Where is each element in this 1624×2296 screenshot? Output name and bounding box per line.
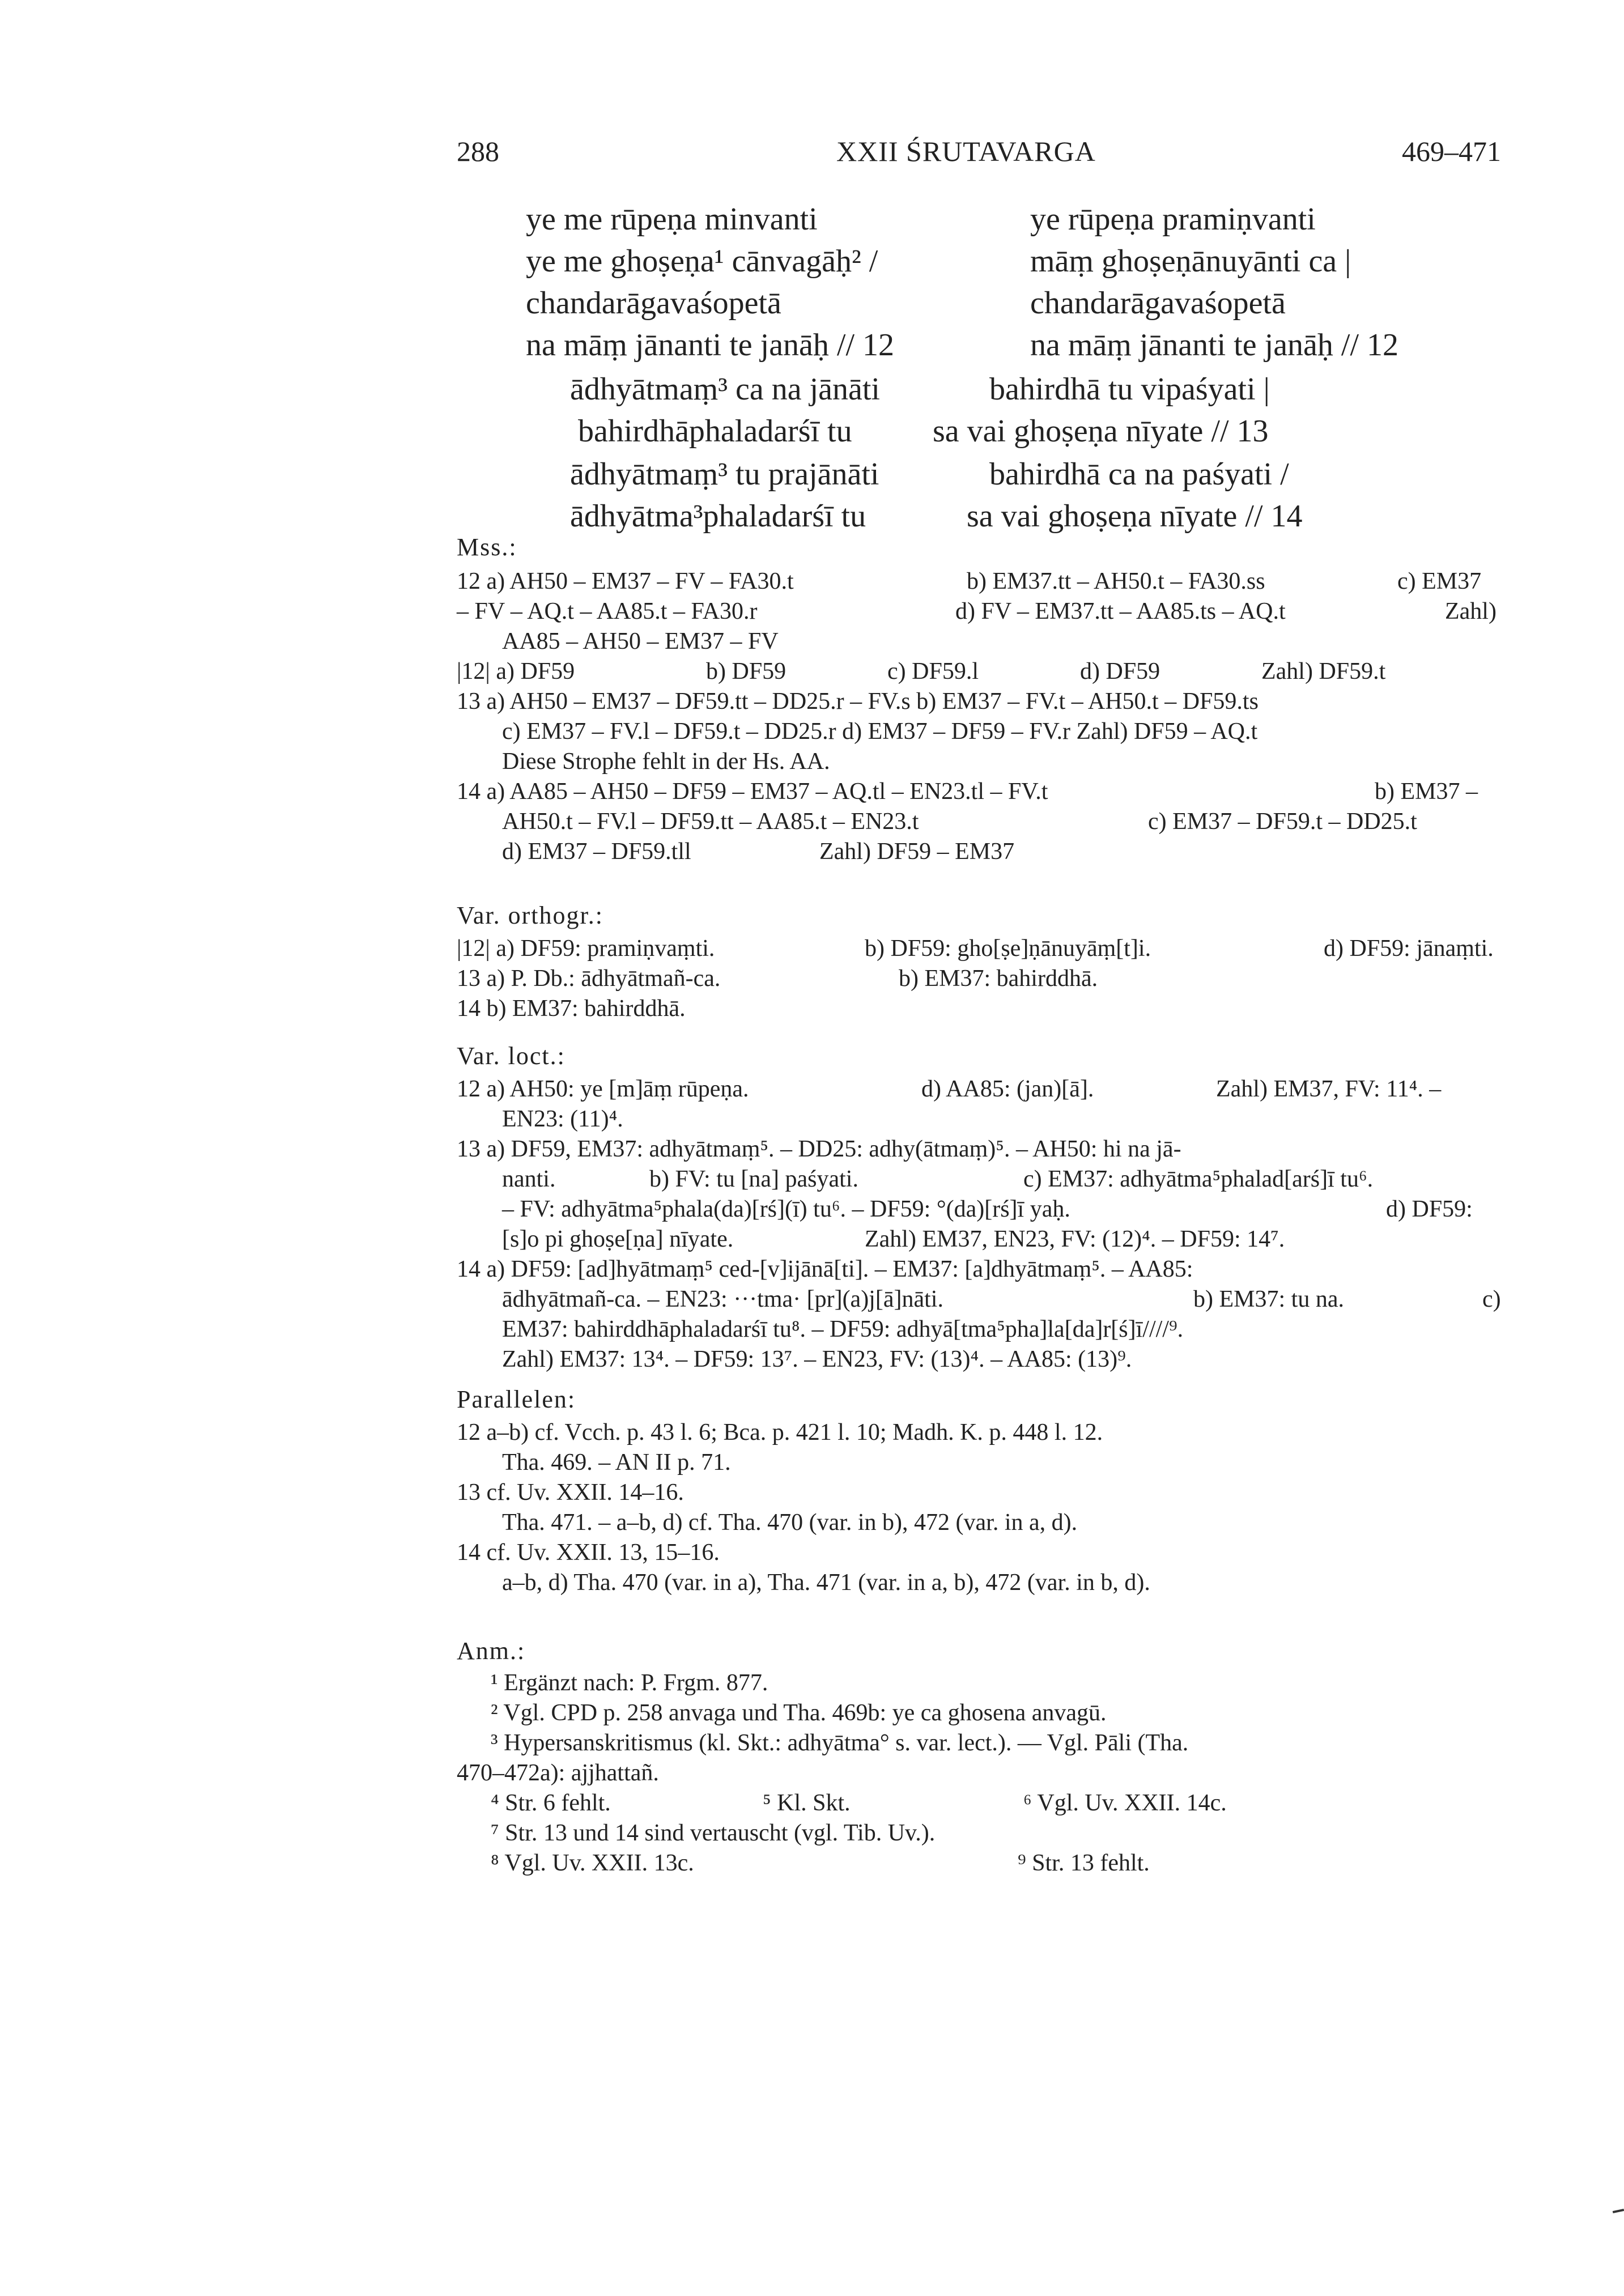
- parallel-line: a–b, d) Tha. 470 (var. in a), Tha. 471 (var. in a, b), 472 (var. in b, d).: [502, 1570, 1150, 1596]
- mss-line: Zahl): [1445, 598, 1497, 624]
- verse-line: ye me rūpeṇa minvanti: [526, 202, 818, 237]
- verse-line: sa vai ghoṣeṇa nīyate // 14: [967, 499, 1303, 534]
- loct-line: EM37: bahirddhāphaladarśī tu⁸. – DF59: adhyā[tma⁵pha]la[da]r[ś]ī////⁹.: [502, 1316, 1184, 1342]
- parallel-line: Tha. 469. – AN II p. 71.: [502, 1449, 731, 1476]
- scan-mark: [1613, 2209, 1624, 2213]
- loct-line: [s]o pi ghoṣe[ṇa] nīyate.: [502, 1226, 734, 1252]
- parallel-line: 12 a–b) cf. Vcch. p. 43 l. 6; Bca. p. 421 l. 10; Madh. K. p. 448 l. 12.: [457, 1419, 1103, 1445]
- mss-line: Zahl) DF59 – EM37: [819, 839, 1015, 865]
- mss-line: c) DF59.l: [887, 658, 979, 684]
- loct-line: 12 a) AH50: ye [m]āṃ rūpeṇa.: [457, 1076, 749, 1102]
- parallel-line: Tha. 471. – a–b, d) cf. Tha. 470 (var. in b), 472 (var. in a, d).: [502, 1510, 1078, 1536]
- loct-line: nanti.: [502, 1166, 556, 1192]
- loct-heading: Var. loct.:: [457, 1042, 566, 1070]
- mss-line: d) EM37 – DF59.tll: [502, 839, 691, 865]
- orthogr-line: d) DF59: jānaṃti.: [1324, 936, 1494, 962]
- verse-line: na māṃ jānanti te janāḥ // 12: [526, 328, 895, 363]
- loct-line: Zahl) EM37: 13⁴. – DF59: 13⁷. – EN23, FV: (13)⁴. – AA85: (13)⁹.: [502, 1346, 1132, 1372]
- verse-line: chandarāgavaśopetā: [1030, 286, 1286, 321]
- mss-line: b) EM37.tt – AH50.t – FA30.ss: [967, 568, 1265, 594]
- loct-line: 14 a) DF59: [ad]hyātmaṃ⁵ ced-[v]ijānā[ti]. – EM37: [a]dhyātmaṃ⁵. – AA85:: [457, 1256, 1193, 1282]
- note-line: ⁹ Str. 13 fehlt.: [1018, 1850, 1150, 1876]
- mss-line: Zahl) DF59.t: [1261, 658, 1386, 684]
- verse-line: ye me ghoṣeṇa¹ cānvagāḥ² /: [526, 244, 878, 279]
- mss-line: b) EM37 –: [1375, 779, 1478, 805]
- loct-line: b) FV: tu [na] paśyati.: [649, 1166, 858, 1192]
- verse-line: bahirdhā tu vipaśyati |: [989, 372, 1270, 407]
- verse-range: 469–471: [1402, 135, 1501, 167]
- orthogr-line: |12| a) DF59: pramiṇvaṃti.: [457, 936, 715, 962]
- mss-line: 14 a) AA85 – AH50 – DF59 – EM37 – AQ.tl – EN23.tl – FV.t: [457, 779, 1048, 805]
- verse-line: ādhyātmaṃ³ ca na jānāti: [570, 372, 880, 407]
- orthogr-line: b) EM37: bahirddhā.: [899, 966, 1098, 992]
- loct-section: [457, 1074, 1516, 1375]
- verse-line: ye rūpeṇa pramiṇvanti: [1030, 202, 1316, 237]
- orthogr-line: 13 a) P. Db.: ādhyātmañ-ca.: [457, 966, 721, 992]
- page-number: 288: [457, 135, 499, 167]
- verse-line: na māṃ jānanti te janāḥ // 12: [1030, 328, 1399, 363]
- verse-line: māṃ ghoṣeṇānuyānti ca |: [1030, 244, 1351, 279]
- mss-line: d) FV – EM37.tt – AA85.ts – AQ.t: [955, 598, 1286, 624]
- loct-line: b) EM37: tu na.: [1193, 1286, 1344, 1312]
- verse-line: ādhyātma³phaladarśī tu: [570, 499, 866, 534]
- mss-line: b) DF59: [706, 658, 787, 684]
- mss-line: AH50.t – FV.l – DF59.tt – AA85.t – EN23.t: [502, 809, 919, 835]
- loct-line: 13 a) DF59, EM37: adhyātmaṃ⁵. – DD25: adhy(ātmaṃ)⁵. – AH50: hi na jā-: [457, 1136, 1181, 1162]
- orthogr-line: b) DF59: gho[ṣe]ṇānuyāṃ[t]i.: [865, 936, 1151, 962]
- note-line: ⁴ Str. 6 fehlt.: [491, 1790, 611, 1816]
- orthogr-line: 14 b) EM37: bahirddhā.: [457, 996, 686, 1022]
- mss-section: [457, 567, 1516, 867]
- anm-heading: Anm.:: [457, 1637, 526, 1665]
- loct-line: d) DF59:: [1386, 1196, 1473, 1222]
- loct-line: – FV: adhyātma⁵phala(da)[rś](ī) tu⁶. – DF59: °(da)[rś]ī yaḥ.: [502, 1196, 1070, 1222]
- loct-line: Zahl) EM37, EN23, FV: (12)⁴. – DF59: 14⁷.: [865, 1226, 1285, 1252]
- note-line: ³ Hypersanskritismus (kl. Skt.: adhyātma° s. var. lect.). — Vgl. Pāli (Tha.: [491, 1730, 1189, 1756]
- mss-line: c) EM37 – DF59.t – DD25.t: [1148, 809, 1417, 835]
- loct-line: d) AA85: (jan)[ā].: [921, 1076, 1094, 1102]
- loct-line: EN23: (11)⁴.: [502, 1106, 623, 1132]
- loct-line: ādhyātmañ-ca. – EN23: ···tma· [pr](a)j[ā]nāti.: [502, 1286, 943, 1312]
- note-line: ⁵ Kl. Skt.: [763, 1790, 851, 1816]
- mss-line: c) EM37: [1397, 568, 1482, 594]
- note-line: ¹ Ergänzt nach: P. Frgm. 877.: [491, 1670, 768, 1696]
- mss-line: – FV – AQ.t – AA85.t – FA30.r: [457, 598, 758, 624]
- mss-line: d) DF59: [1080, 658, 1160, 684]
- mss-line: 13 a) AH50 – EM37 – DF59.tt – DD25.r – FV.s b) EM37 – FV.t – AH50.t – DF59.ts: [457, 688, 1259, 715]
- loct-line: c) EM37: adhyātma⁵phalad[arś]ī tu⁶.: [1023, 1166, 1374, 1192]
- mss-heading: Mss.:: [457, 533, 517, 561]
- note-line: ² Vgl. CPD p. 258 anvaga und Tha. 469b: ye ca ghosena anvagū.: [491, 1700, 1107, 1726]
- orthogr-section: [457, 934, 1516, 1024]
- mss-line: c) EM37 – FV.l – DF59.t – DD25.r d) EM37 – DF59 – FV.r Zahl) DF59 – AQ.t: [502, 718, 1258, 745]
- mss-line: 12 a) AH50 – EM37 – FV – FA30.t: [457, 568, 794, 594]
- anm-section: [457, 1668, 1516, 1878]
- verse-line: ādhyātmaṃ³ tu prajānāti: [570, 457, 879, 492]
- chapter-title: XXII ŚRUTAVARGA: [836, 135, 1096, 167]
- mss-line: Diese Strophe fehlt in der Hs. AA.: [502, 749, 830, 775]
- mss-line: AA85 – AH50 – EM37 – FV: [502, 628, 779, 654]
- verse-line: sa vai ghoṣeṇa nīyate // 13: [933, 414, 1269, 449]
- note-line: 470–472a): ajjhattañ.: [457, 1760, 659, 1786]
- verse-line: chandarāgavaśopetā: [526, 286, 781, 321]
- loct-line: c): [1482, 1286, 1501, 1312]
- loct-line: Zahl) EM37, FV: 11⁴. –: [1216, 1076, 1442, 1102]
- parallelen-section: [457, 1418, 1516, 1598]
- verse-line: bahirdhā ca na paśyati /: [989, 457, 1289, 492]
- note-line: ⁷ Str. 13 und 14 sind vertauscht (vgl. Tib. Uv.).: [491, 1820, 936, 1846]
- note-line: ⁸ Vgl. Uv. XXII. 13c.: [491, 1850, 694, 1876]
- mss-line: |12| a) DF59: [457, 658, 575, 684]
- parallel-line: 14 cf. Uv. XXII. 13, 15–16.: [457, 1540, 720, 1566]
- verse-line: bahirdhāphaladarśī tu: [578, 414, 852, 449]
- parallel-line: 13 cf. Uv. XXII. 14–16.: [457, 1479, 684, 1506]
- note-line: ⁶ Vgl. Uv. XXII. 14c.: [1023, 1790, 1227, 1816]
- orthogr-heading: Var. orthogr.:: [457, 902, 603, 929]
- parallelen-heading: Parallelen:: [457, 1385, 576, 1413]
